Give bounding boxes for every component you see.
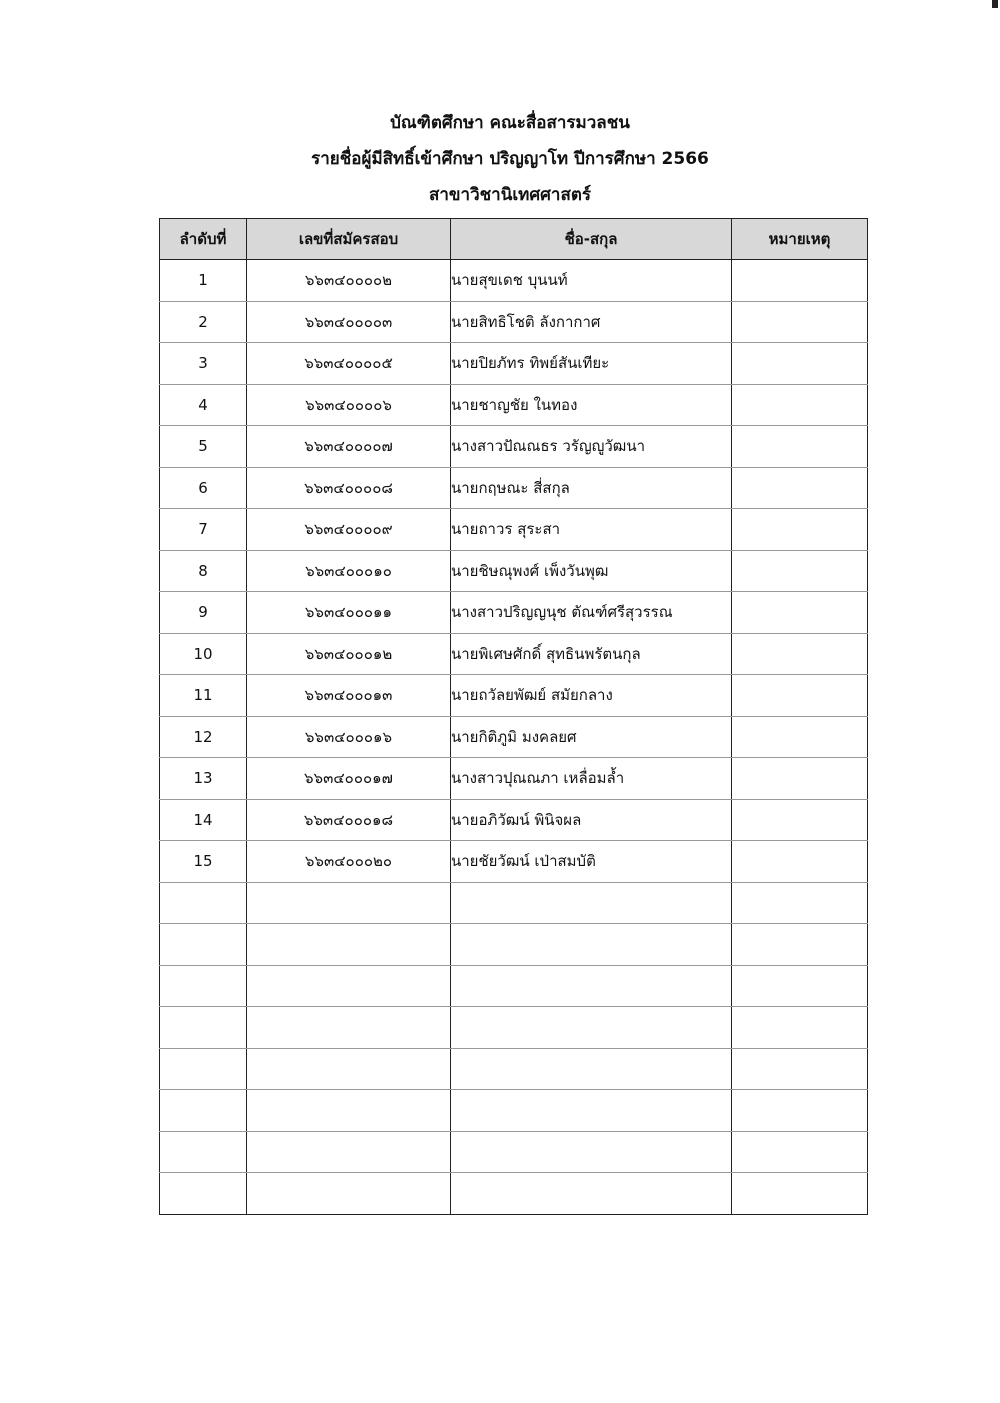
row-order-cell: 1 xyxy=(160,260,247,302)
row-application-number-cell xyxy=(247,1173,451,1215)
header-order: ลำดับที่ xyxy=(160,219,247,260)
table-row xyxy=(160,882,868,924)
row-order-cell: 5 xyxy=(160,426,247,468)
row-order-cell xyxy=(160,1090,247,1132)
row-full-name-cell xyxy=(451,882,732,924)
row-remarks-cell xyxy=(732,882,868,924)
row-order-cell: 6 xyxy=(160,467,247,509)
row-order-cell: 14 xyxy=(160,799,247,841)
row-order-cell: 15 xyxy=(160,841,247,883)
row-full-name-cell xyxy=(451,965,732,1007)
row-application-number-cell xyxy=(247,1090,451,1132)
row-application-number-cell: ๖๖๓๔๐๐๐๑๓ xyxy=(247,675,451,717)
row-application-number-cell: ๖๖๓๔๐๐๐๐๓ xyxy=(247,301,451,343)
row-order-cell: 7 xyxy=(160,509,247,551)
row-remarks-cell xyxy=(732,467,868,509)
row-application-number-cell: ๖๖๓๔๐๐๐๐๖ xyxy=(247,384,451,426)
row-order-cell: 2 xyxy=(160,301,247,343)
row-full-name-cell: นายชาญชัย ในทอง xyxy=(451,384,732,426)
row-full-name-cell: นายสิทธิโชติ ลังกากาศ xyxy=(451,301,732,343)
row-remarks-cell xyxy=(732,592,868,634)
scan-mark xyxy=(992,0,998,8)
row-full-name-cell: นายพิเศษศักดิ์ สุทธินพรัตนกุล xyxy=(451,633,732,675)
row-application-number-cell: ๖๖๓๔๐๐๐๐๒ xyxy=(247,260,451,302)
row-full-name-cell xyxy=(451,1131,732,1173)
document-heading xyxy=(0,112,1000,220)
table-row xyxy=(160,1007,868,1049)
row-full-name-cell: นายชิษณุพงศ์ เพ็งวันพุฒ xyxy=(451,550,732,592)
row-remarks-cell xyxy=(732,509,868,551)
row-order-cell: 4 xyxy=(160,384,247,426)
row-order-cell: 9 xyxy=(160,592,247,634)
row-order-cell: 3 xyxy=(160,343,247,385)
row-application-number-cell: ๖๖๓๔๐๐๐๑๘ xyxy=(247,799,451,841)
table-row xyxy=(160,1090,868,1132)
row-full-name-cell: นายอภิวัฒน์ พินิจผล xyxy=(451,799,732,841)
row-order-cell xyxy=(160,1007,247,1049)
row-full-name-cell xyxy=(451,1048,732,1090)
row-remarks-cell xyxy=(732,1173,868,1215)
row-full-name-cell xyxy=(451,1173,732,1215)
admission-roster-table xyxy=(159,218,868,1215)
row-full-name-cell: นายถาวร สุระสา xyxy=(451,509,732,551)
row-application-number-cell xyxy=(247,965,451,1007)
row-remarks-cell xyxy=(732,965,868,1007)
row-order-cell: 8 xyxy=(160,550,247,592)
row-order-cell xyxy=(160,965,247,1007)
row-application-number-cell: ๖๖๓๔๐๐๐๑๖ xyxy=(247,716,451,758)
row-remarks-cell xyxy=(732,260,868,302)
table-row xyxy=(160,965,868,1007)
row-remarks-cell xyxy=(732,384,868,426)
row-application-number-cell: ๖๖๓๔๐๐๐๑๐ xyxy=(247,550,451,592)
table-row xyxy=(160,841,868,883)
row-remarks-cell xyxy=(732,675,868,717)
table-row xyxy=(160,426,868,468)
table-row xyxy=(160,550,868,592)
row-full-name-cell: นางสาวปุณณภา เหลื่อมล้ำ xyxy=(451,758,732,800)
row-application-number-cell: ๖๖๓๔๐๐๐๒๐ xyxy=(247,841,451,883)
row-application-number-cell: ๖๖๓๔๐๐๐๐๕ xyxy=(247,343,451,385)
table-row xyxy=(160,633,868,675)
row-application-number-cell xyxy=(247,1131,451,1173)
table-row xyxy=(160,343,868,385)
heading-line-faculty: บัณฑิตศึกษา คณะสื่อสารมวลชน xyxy=(390,113,630,133)
row-remarks-cell xyxy=(732,1007,868,1049)
row-remarks-cell xyxy=(732,716,868,758)
table-row xyxy=(160,509,868,551)
row-remarks-cell xyxy=(732,343,868,385)
table-header-row xyxy=(160,219,868,260)
row-application-number-cell: ๖๖๓๔๐๐๐๐๗ xyxy=(247,426,451,468)
row-remarks-cell xyxy=(732,301,868,343)
row-remarks-cell xyxy=(732,1090,868,1132)
row-application-number-cell xyxy=(247,924,451,966)
row-order-cell: 12 xyxy=(160,716,247,758)
row-application-number-cell: ๖๖๓๔๐๐๐๐๙ xyxy=(247,509,451,551)
row-remarks-cell xyxy=(732,550,868,592)
table-row xyxy=(160,1173,868,1215)
table-row xyxy=(160,716,868,758)
row-full-name-cell xyxy=(451,1090,732,1132)
heading-line-program: สาขาวิชานิเทศศาสตร์ xyxy=(428,185,592,205)
row-remarks-cell xyxy=(732,841,868,883)
row-application-number-cell: ๖๖๓๔๐๐๐๐๘ xyxy=(247,467,451,509)
row-remarks-cell xyxy=(732,1131,868,1173)
row-remarks-cell xyxy=(732,758,868,800)
row-remarks-cell xyxy=(732,799,868,841)
table-row xyxy=(160,1131,868,1173)
row-remarks-cell xyxy=(732,924,868,966)
row-full-name-cell: นายสุขเดช บุนนท์ xyxy=(451,260,732,302)
header-remarks: หมายเหตุ xyxy=(732,219,868,260)
row-remarks-cell xyxy=(732,633,868,675)
row-order-cell xyxy=(160,924,247,966)
row-order-cell: 13 xyxy=(160,758,247,800)
table-body xyxy=(160,260,868,1215)
row-application-number-cell: ๖๖๓๔๐๐๐๑๗ xyxy=(247,758,451,800)
row-full-name-cell xyxy=(451,1007,732,1049)
row-full-name-cell: นายกฤษณะ สี่สกุล xyxy=(451,467,732,509)
table-row xyxy=(160,924,868,966)
table-row xyxy=(160,301,868,343)
table-row xyxy=(160,384,868,426)
table-row xyxy=(160,758,868,800)
table-row xyxy=(160,799,868,841)
row-application-number-cell: ๖๖๓๔๐๐๐๑๒ xyxy=(247,633,451,675)
row-application-number-cell xyxy=(247,1007,451,1049)
row-order-cell: 11 xyxy=(160,675,247,717)
table-row xyxy=(160,592,868,634)
table-row xyxy=(160,260,868,302)
row-remarks-cell xyxy=(732,426,868,468)
row-full-name-cell: นายกิติภูมิ มงคลยศ xyxy=(451,716,732,758)
row-full-name-cell: นางสาวปริญญนุช ตัณฑ์ศรีสุวรรณ xyxy=(451,592,732,634)
header-application-number: เลขที่สมัครสอบ xyxy=(247,219,451,260)
row-full-name-cell: นายปิยภัทร ทิพย์สันเทียะ xyxy=(451,343,732,385)
header-full-name: ชื่อ-สกุล xyxy=(451,219,732,260)
heading-line-title: รายชื่อผู้มีสิทธิ์เข้าศึกษา ปริญญาโท ปีการศึกษา 2566 xyxy=(311,149,709,169)
row-order-cell xyxy=(160,1131,247,1173)
row-full-name-cell: นายชัยวัฒน์ เป่าสมบัติ xyxy=(451,841,732,883)
table-row xyxy=(160,1048,868,1090)
row-full-name-cell: นางสาวปัณณธร วรัญญูวัฒนา xyxy=(451,426,732,468)
row-full-name-cell xyxy=(451,924,732,966)
row-application-number-cell: ๖๖๓๔๐๐๐๑๑ xyxy=(247,592,451,634)
table-row xyxy=(160,675,868,717)
row-order-cell xyxy=(160,1048,247,1090)
row-application-number-cell xyxy=(247,1048,451,1090)
row-application-number-cell xyxy=(247,882,451,924)
row-order-cell xyxy=(160,882,247,924)
row-order-cell xyxy=(160,1173,247,1215)
row-remarks-cell xyxy=(732,1048,868,1090)
row-full-name-cell: นายถวัลยพัฒย์ สมัยกลาง xyxy=(451,675,732,717)
table-row xyxy=(160,467,868,509)
row-order-cell: 10 xyxy=(160,633,247,675)
